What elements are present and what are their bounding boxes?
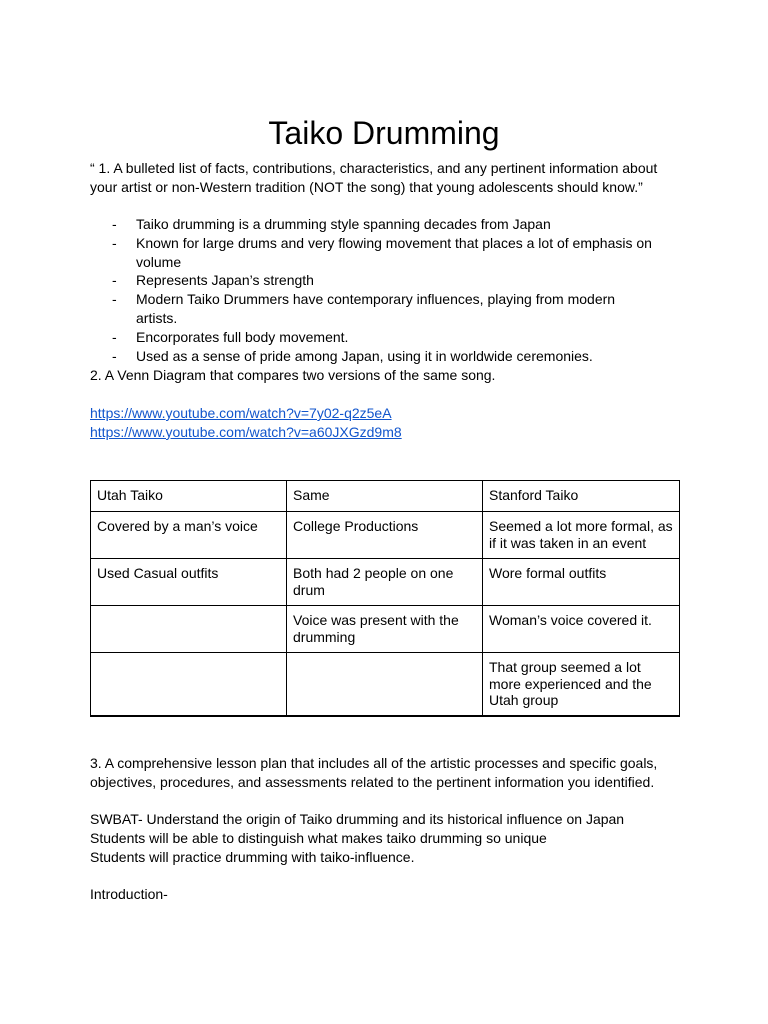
table-row bbox=[91, 512, 680, 559]
question-1 bbox=[90, 159, 680, 197]
table-header-cell: Stanford Taiko bbox=[483, 481, 680, 512]
objective-line: Students will practice drumming with taiko-influence. bbox=[90, 848, 415, 865]
table-cell bbox=[91, 606, 287, 653]
table-cell: Used Casual outfits bbox=[91, 559, 287, 606]
table-cell: Seemed a lot more formal, as if it was taken in an event bbox=[483, 512, 680, 559]
video-links bbox=[90, 404, 402, 442]
question-3-line: objectives, procedures, and assessments related to the pertinent information you identified. bbox=[90, 773, 655, 790]
list-item-text: Taiko drumming is a drumming style spanning decades from Japan bbox=[136, 216, 551, 232]
question-3 bbox=[90, 754, 680, 792]
document-title: Taiko Drumming bbox=[268, 115, 500, 152]
table-cell: College Productions bbox=[287, 512, 483, 559]
table-cell: Covered by a man’s voice bbox=[91, 512, 287, 559]
facts-bullet-list bbox=[90, 215, 680, 365]
list-item-text: Known for large drums and very flowing movement that places a lot of emphasis on volume bbox=[136, 234, 652, 270]
question-1-line: “ 1. A bulleted list of facts, contributions, characteristics, and any pertinent information about bbox=[90, 160, 658, 176]
question-1-line: your artist or non-Western tradition (NOT the song) that young adolescents should know.” bbox=[90, 178, 643, 195]
table-cell: Both had 2 people on one drum bbox=[287, 559, 483, 606]
list-item-text: Encorporates full body movement. bbox=[136, 328, 349, 345]
list-item bbox=[90, 271, 656, 290]
list-item bbox=[90, 215, 656, 234]
table-cell: Wore formal outfits bbox=[483, 559, 680, 606]
table-header-row bbox=[91, 481, 680, 512]
list-item bbox=[90, 234, 656, 272]
list-item-text: Represents Japan’s strength bbox=[136, 272, 314, 289]
objective-line: SWBAT- Understand the origin of Taiko drumming and its historical influence on Japan bbox=[90, 811, 625, 827]
list-item bbox=[90, 328, 656, 347]
objective-line: Students will be able to distinguish what makes taiko drumming so unique bbox=[90, 829, 547, 846]
table-cell: Voice was present with the drumming bbox=[287, 606, 483, 653]
table-cell bbox=[91, 653, 287, 717]
bullet-dash: - bbox=[112, 347, 117, 364]
introduction-heading: Introduction- bbox=[90, 886, 168, 902]
bullet-dash: - bbox=[112, 328, 117, 345]
question-2: 2. A Venn Diagram that compares two versions of the same song. bbox=[90, 367, 496, 383]
list-item-text: Used as a sense of pride among Japan, using it in worldwide ceremonies. bbox=[136, 347, 593, 364]
list-item bbox=[90, 347, 656, 366]
bullet-dash: - bbox=[112, 272, 117, 289]
table-header-cell: Utah Taiko bbox=[91, 481, 287, 512]
list-item-text: Modern Taiko Drummers have contemporary influences, playing from modern artists. bbox=[136, 291, 616, 326]
youtube-link-stanford[interactable]: https://www.youtube.com/watch?v=a60JXGzd9m8 bbox=[90, 423, 402, 440]
list-item bbox=[90, 290, 656, 328]
table-header-cell: Same bbox=[287, 481, 483, 512]
table-cell: Woman’s voice covered it. bbox=[483, 606, 680, 653]
question-3-line: 3. A comprehensive lesson plan that includes all of the artistic processes and specific goals, bbox=[90, 755, 658, 771]
table-row bbox=[91, 606, 680, 653]
youtube-link-utah[interactable]: https://www.youtube.com/watch?v=7y02-q2z5eA bbox=[90, 405, 392, 421]
comparison-table bbox=[90, 480, 680, 717]
bullet-dash: - bbox=[112, 291, 117, 308]
table-row bbox=[91, 559, 680, 606]
bullet-dash: - bbox=[112, 216, 117, 232]
table-row bbox=[91, 653, 680, 717]
swbat-objectives bbox=[90, 810, 680, 866]
bullet-dash: - bbox=[112, 234, 117, 251]
table-cell: That group seemed a lot more experienced and the Utah group bbox=[483, 653, 680, 717]
table-cell bbox=[287, 653, 483, 717]
